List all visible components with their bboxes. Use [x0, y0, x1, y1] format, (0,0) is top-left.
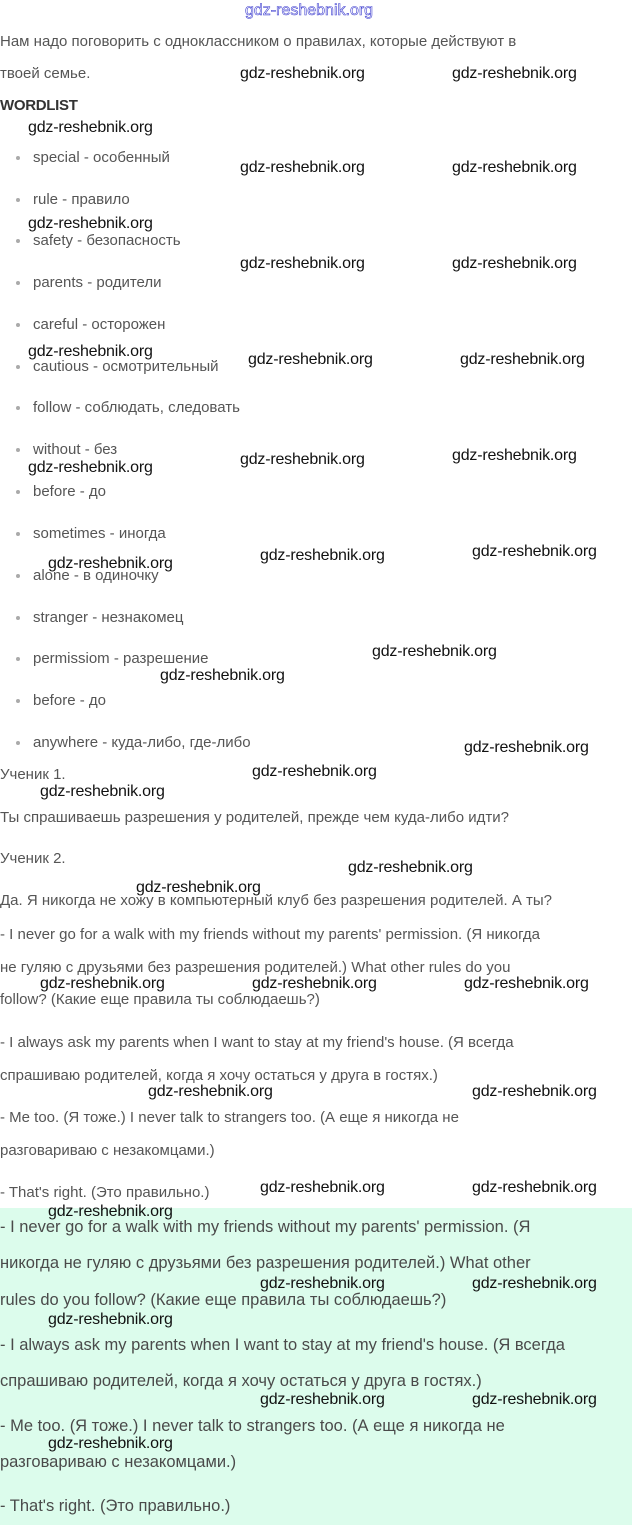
wordlist-item-text: follow - соблюдать, следовать [33, 399, 240, 416]
bullet-icon [16, 699, 20, 703]
watermark-text: gdz-reshebnik.org [452, 255, 577, 272]
dialogue-line: - That's right. (Это правильно.) [0, 1184, 210, 1201]
bullet-icon [16, 239, 20, 243]
highlighted-line: rules do you follow? (Какие еще правила ты соблюдаешь?) [0, 1291, 447, 1309]
highlighted-line: - That's right. (Это правильно.) [0, 1497, 231, 1515]
dialogue-line: follow? (Какие еще правила ты соблюдаешь?) [0, 991, 320, 1008]
wordlist-item [16, 190, 130, 210]
watermark-text: gdz-reshebnik.org [472, 1391, 597, 1408]
watermark-text: gdz-reshebnik.org [248, 351, 373, 368]
watermark-text: gdz-reshebnik.org [240, 65, 365, 82]
watermark-text: gdz-reshebnik.org [472, 1179, 597, 1196]
watermark-text: gdz-reshebnik.org [240, 255, 365, 272]
bullet-icon [16, 406, 20, 410]
wordlist-item-text: safety - безопасность [33, 232, 181, 249]
watermark-text: gdz-reshebnik.org [472, 543, 597, 560]
highlighted-line: спрашиваю родителей, когда я хочу остаться у друга в гостях.) [0, 1372, 482, 1390]
highlighted-line: - I always ask my parents when I want to stay at my friend's house. (Я всегда [0, 1336, 565, 1354]
bullet-icon [16, 532, 20, 536]
wordlist-item [16, 482, 106, 502]
wordlist-item-text: before - до [33, 483, 106, 500]
watermark-text: gdz-reshebnik.org [240, 159, 365, 176]
watermark-text: gdz-reshebnik.org [28, 459, 153, 476]
watermark-text: gdz-reshebnik.org [252, 763, 377, 780]
wordlist-item-text: cautious - осмотрительный [33, 358, 219, 375]
wordlist-item [16, 608, 183, 628]
watermark-text: gdz-reshebnik.org [148, 1083, 273, 1100]
watermark-text: gdz-reshebnik.org [464, 739, 589, 756]
dialogue-line: Ты спрашиваешь разрешения у родителей, прежде чем куда-либо идти? [0, 809, 509, 826]
dialogue-line: спрашиваю родителей, когда я хочу остаться у друга в гостях.) [0, 1067, 438, 1084]
highlighted-line: - I never go for a walk with my friends without my parents' permission. (Я [0, 1218, 531, 1236]
wordlist-item [16, 231, 181, 251]
dialogue-line: Ученик 2. [0, 850, 66, 867]
watermark-text: gdz-reshebnik.org [452, 447, 577, 464]
wordlist-item-text: rule - правило [33, 191, 130, 208]
watermark-text: gdz-reshebnik.org [40, 975, 165, 992]
wordlist-item-text: without - без [33, 441, 118, 458]
wordlist-item [16, 273, 162, 293]
wordlist-item [16, 148, 170, 168]
wordlist-item [16, 315, 165, 335]
dialogue-line: Да. Я никогда не хожу в компьютерный клуб без разрешения родителей. А ты? [0, 892, 552, 909]
wordlist-item-text: before - до [33, 692, 106, 709]
watermark-logo: gdz-reshebnik.org [245, 2, 374, 19]
intro-text: твоей семье. [0, 65, 91, 82]
wordlist-item-text: stranger - незнакомец [33, 609, 184, 626]
bullet-icon [16, 281, 20, 285]
wordlist-item-text: alone - в одиночку [33, 567, 159, 584]
bullet-icon [16, 490, 20, 494]
watermark-text: gdz-reshebnik.org [472, 1275, 597, 1292]
wordlist-heading: WORDLIST [0, 97, 78, 114]
wordlist-item [16, 691, 106, 711]
dialogue-line: Ученик 1. [0, 766, 66, 783]
bullet-icon [16, 448, 20, 452]
dialogue-line: - I never go for a walk with my friends without my parents' permission. (Я никогда [0, 926, 540, 943]
wordlist-item-text: special - особенный [33, 149, 170, 166]
wordlist-item [16, 733, 251, 753]
watermark-text: gdz-reshebnik.org [260, 1179, 385, 1196]
bullet-icon [16, 198, 20, 202]
watermark-text: gdz-reshebnik.org [252, 975, 377, 992]
wordlist-item-text: careful - осторожен [33, 316, 166, 333]
wordlist-item-text: anywhere - куда-либо, где-либо [33, 734, 251, 751]
watermark-text: gdz-reshebnik.org [260, 1391, 385, 1408]
dialogue-line: не гуляю с друзьями без разрешения родителей.) What other rules do you [0, 959, 511, 976]
watermark-text: gdz-reshebnik.org [40, 783, 165, 800]
wordlist-item [16, 398, 240, 418]
watermark-text: gdz-reshebnik.org [28, 119, 153, 136]
highlighted-line: никогда не гуляю с друзьями без разрешения родителей.) What other [0, 1254, 531, 1272]
bullet-icon [16, 741, 20, 745]
watermark-text: gdz-reshebnik.org [260, 547, 385, 564]
watermark-text: gdz-reshebnik.org [464, 975, 589, 992]
watermark-text: gdz-reshebnik.org [136, 879, 261, 896]
bullet-icon [16, 156, 20, 160]
intro-text: Нам надо поговорить с одноклассником о правилах, которые действуют в [0, 33, 517, 50]
watermark-text: gdz-reshebnik.org [48, 1311, 173, 1328]
watermark-text: gdz-reshebnik.org [28, 343, 153, 360]
wordlist-item-text: permissiom - разрешение [33, 650, 209, 667]
watermark-text: gdz-reshebnik.org [472, 1083, 597, 1100]
watermark-text: gdz-reshebnik.org [260, 1275, 385, 1292]
watermark-text: gdz-reshebnik.org [240, 451, 365, 468]
highlighted-line: - Me too. (Я тоже.) I never talk to strangers too. (А еще я никогда не [0, 1417, 505, 1435]
wordlist-item-text: parents - родители [33, 274, 162, 291]
bullet-icon [16, 574, 20, 578]
dialogue-line: - I always ask my parents when I want to stay at my friend's house. (Я всегда [0, 1034, 514, 1051]
bullet-icon [16, 657, 20, 661]
watermark-text: gdz-reshebnik.org [28, 215, 153, 232]
wordlist-item [16, 524, 166, 544]
watermark-text: gdz-reshebnik.org [452, 159, 577, 176]
bullet-icon [16, 323, 20, 327]
wordlist-item [16, 440, 117, 460]
watermark-text: gdz-reshebnik.org [160, 667, 285, 684]
bullet-icon [16, 365, 20, 369]
watermark-text: gdz-reshebnik.org [48, 1435, 173, 1452]
watermark-text: gdz-reshebnik.org [48, 555, 173, 572]
watermark-text: gdz-reshebnik.org [452, 65, 577, 82]
wordlist-item-text: sometimes - иногда [33, 525, 166, 542]
watermark-text: gdz-reshebnik.org [372, 643, 497, 660]
bullet-icon [16, 616, 20, 620]
dialogue-line: - Me too. (Я тоже.) I never talk to strangers too. (А еще я никогда не [0, 1109, 459, 1126]
watermark-text: gdz-reshebnik.org [460, 351, 585, 368]
highlighted-line: разговариваю с незакомцами.) [0, 1453, 237, 1471]
dialogue-line: разговариваю с незакомцами.) [0, 1142, 215, 1159]
watermark-text: gdz-reshebnik.org [348, 859, 473, 876]
watermark-text: gdz-reshebnik.org [48, 1203, 173, 1220]
